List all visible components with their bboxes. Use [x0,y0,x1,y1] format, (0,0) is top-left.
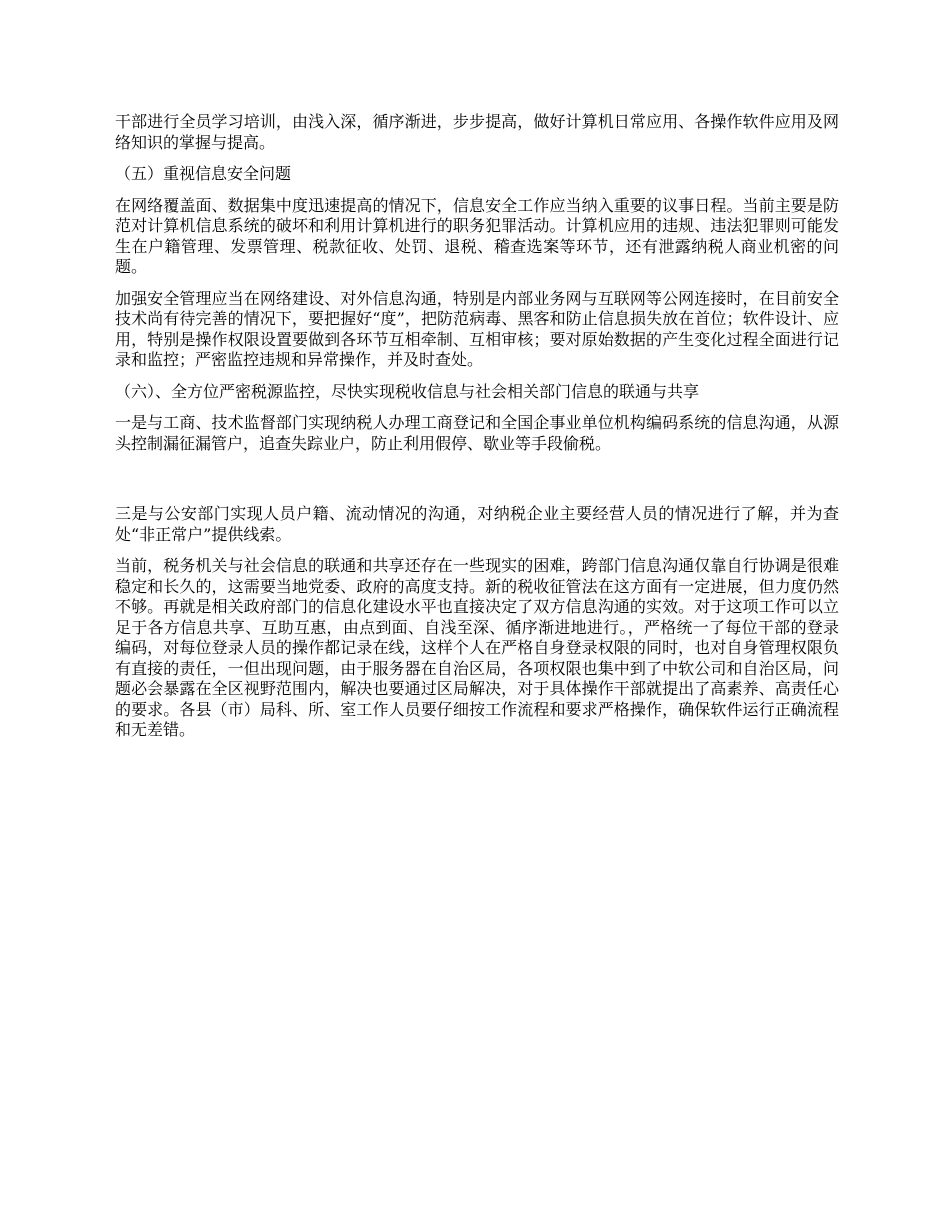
paragraph-current-situation: 当前，税务机关与社会信息的联通和共享还存在一些现实的困难，跨部门信息沟通仅靠自行协调是很难稳定和长久的，这需要当地党委、政府的高度支持。新的税收征管法在这方面有一定进展，但力度仍然不够。再就是相关政府部门的信息化建设水平也直接决定了双方信息沟通的实效。对于这项工作可以立足于各方信息共享、互助互惠，由点到面、自浅至深、循序渐进地进行。，严格统一了每位干部的登录编码，对每位登录人员的操作都记录在线，这样个人在严格自身登录权限的同时，也对自身管理权限负有直接的责任，一但出现问题，由于服务器在自治区局，各项权限也集中到了中软公司和自治区局，问题必会暴露在全区视野范围内，解决也要通过区局解决，对于具体操作干部就提出了高素养、高责任心的要求。各县（市）局科、所、室工作人员要仔细按工作流程和要求严格操作，确保软件运行正确流程和无差错。 [115,556,839,739]
paragraph-training-continuation: 干部进行全员学习培训，由浅入深，循序渐进，步步提高，做好计算机日常应用、各操作软件应用及网络知识的掌握与提高。 [115,112,839,152]
paragraph-item-one: 一是与工商、技术监督部门实现纳税人办理工商登记和全国企事业单位机构编码系统的信息沟通，从源头控制漏征漏管户，追查失踪业户，防止利用假停、歇业等手段偷税。 [115,413,839,453]
paragraph-security-management: 加强安全管理应当在网络建设、对外信息沟通，特别是内部业务网与互联网等公网连接时，在目前安全技术尚有待完善的情况下，要把握好“度”，把防范病毒、黑客和防止信息损失放在首位；软件设计、应用，特别是操作权限设置要做到各环节互相牵制、互相审核；要对原始数据的产生变化过程全面进行记录和监控；严密监控违规和异常操作，并及时查处。 [115,288,839,369]
document-body [115,112,839,752]
paragraph-security-intro: 在网络覆盖面、数据集中度迅速提高的情况下，信息安全工作应当纳入重要的议事日程。当前主要是防范对计算机信息系统的破坏和利用计算机进行的职务犯罪活动。计算机应用的违规、违法犯罪则可能发生在户籍管理、发票管理、税款征收、处罚、退税、稽查选案等环节，还有泄露纳税人商业机密的问题。 [115,195,839,276]
section-heading-six: （六）、全方位严密税源监控，尽快实现税收信息与社会相关部门信息的联通与共享 [115,381,700,401]
paragraph-item-three: 三是与公安部门实现人员户籍、流动情况的沟通，对纳税企业主要经营人员的情况进行了解，并为查处“非正常户”提供线索。 [115,504,839,544]
section-heading-five: （五）重视信息安全问题 [115,164,292,183]
